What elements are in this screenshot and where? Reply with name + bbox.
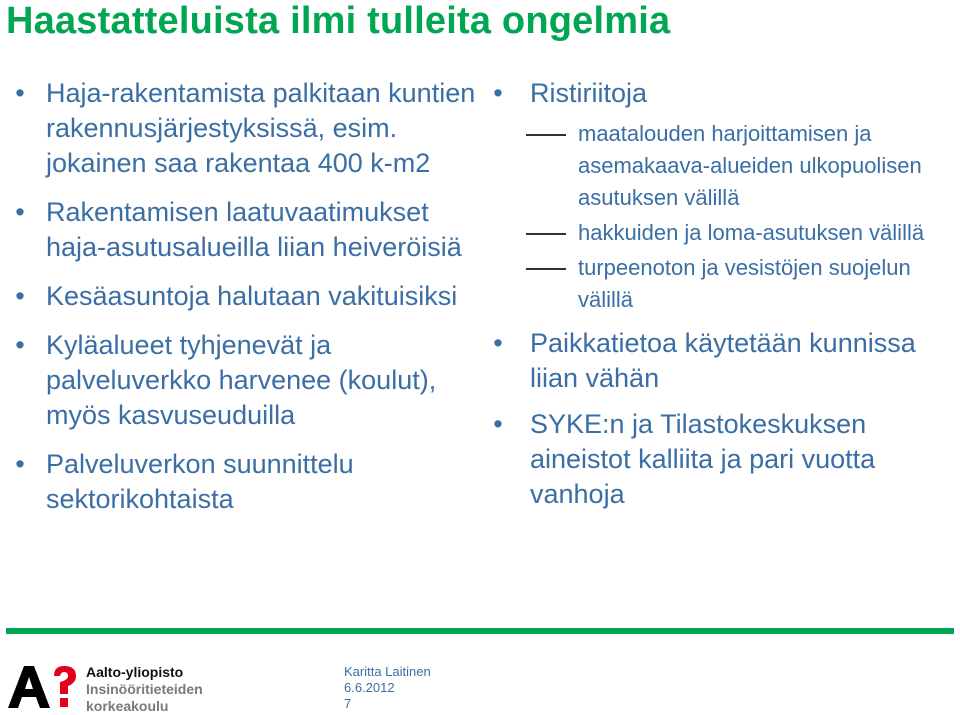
bullet-dot-icon: • <box>15 197 25 227</box>
bullet-item <box>10 447 480 517</box>
bullet-item <box>10 195 480 265</box>
footer-divider <box>6 628 954 634</box>
slide-title: Haastatteluista ilmi tulleita ongelmia <box>6 0 671 42</box>
bullet-dot-icon: • <box>493 409 503 439</box>
bullet-text: Haja-rakentamista palkitaan kuntien rakennusjärjestyksissä, esim. jokainen saa rakentaa 400 k-m2 <box>46 78 476 178</box>
author-name: Karitta Laitinen <box>344 664 431 679</box>
bullet-text: Palveluverkon suunnittelu sektorikohtaista <box>46 449 354 514</box>
bullet-dot-icon: • <box>15 330 25 360</box>
bullet-item <box>488 407 958 512</box>
aalto-logo <box>8 664 78 715</box>
bullet-item <box>10 328 480 433</box>
bullet-text: Kyläalueet tyhjenevät ja palveluverkko harvenee (koulut), myös kasvuseuduilla <box>46 330 437 430</box>
dash-icon <box>526 134 566 136</box>
sub-item <box>488 118 958 214</box>
org-line: korkeakoulu <box>86 698 169 714</box>
sub-item-text: maatalouden harjoittamisen ja asemakaava-alueiden ulkopuolisen asutuksen välillä <box>578 121 922 210</box>
sub-item-text: turpeenoton ja vesistöjen suojelun välillä <box>578 255 911 312</box>
bullet-dot-icon: • <box>15 78 25 108</box>
right-column <box>488 76 958 523</box>
bullet-text: Ristiriitoja <box>530 78 648 108</box>
sub-item-text: hakkuiden ja loma-asutuksen välillä <box>578 220 925 245</box>
bullet-item <box>10 279 480 314</box>
left-column <box>10 76 480 527</box>
bullet-item <box>488 76 958 111</box>
bullet-text: Rakentamisen laatuvaatimukset haja-asutusalueilla liian heiveröisiä <box>46 197 462 262</box>
sub-item <box>488 217 958 249</box>
page-number: 7 <box>344 696 352 711</box>
bullet-item <box>10 76 480 181</box>
bullet-item <box>488 326 958 396</box>
footer-info <box>344 664 431 712</box>
bullet-dot-icon: • <box>15 281 25 311</box>
org-line: Insinööritieteiden <box>86 681 203 697</box>
bullet-text: SYKE:n ja Tilastokeskuksen aineistot kalliita ja pari vuotta vanhoja <box>530 409 876 509</box>
bullet-dot-icon: • <box>493 78 503 108</box>
bullet-text: Kesäasuntoja halutaan vakituisiksi <box>46 281 458 311</box>
bullet-text: Paikkatietoa käytetään kunnissa liian vähän <box>530 328 916 393</box>
organization-name <box>86 664 203 715</box>
dash-icon <box>526 268 566 270</box>
bullet-dot-icon: • <box>15 449 25 479</box>
date-label: 6.6.2012 <box>344 680 395 695</box>
bullet-dot-icon: • <box>493 328 503 358</box>
org-line: Aalto-yliopisto <box>86 664 184 680</box>
sub-item <box>488 252 958 316</box>
dash-icon <box>526 233 566 235</box>
